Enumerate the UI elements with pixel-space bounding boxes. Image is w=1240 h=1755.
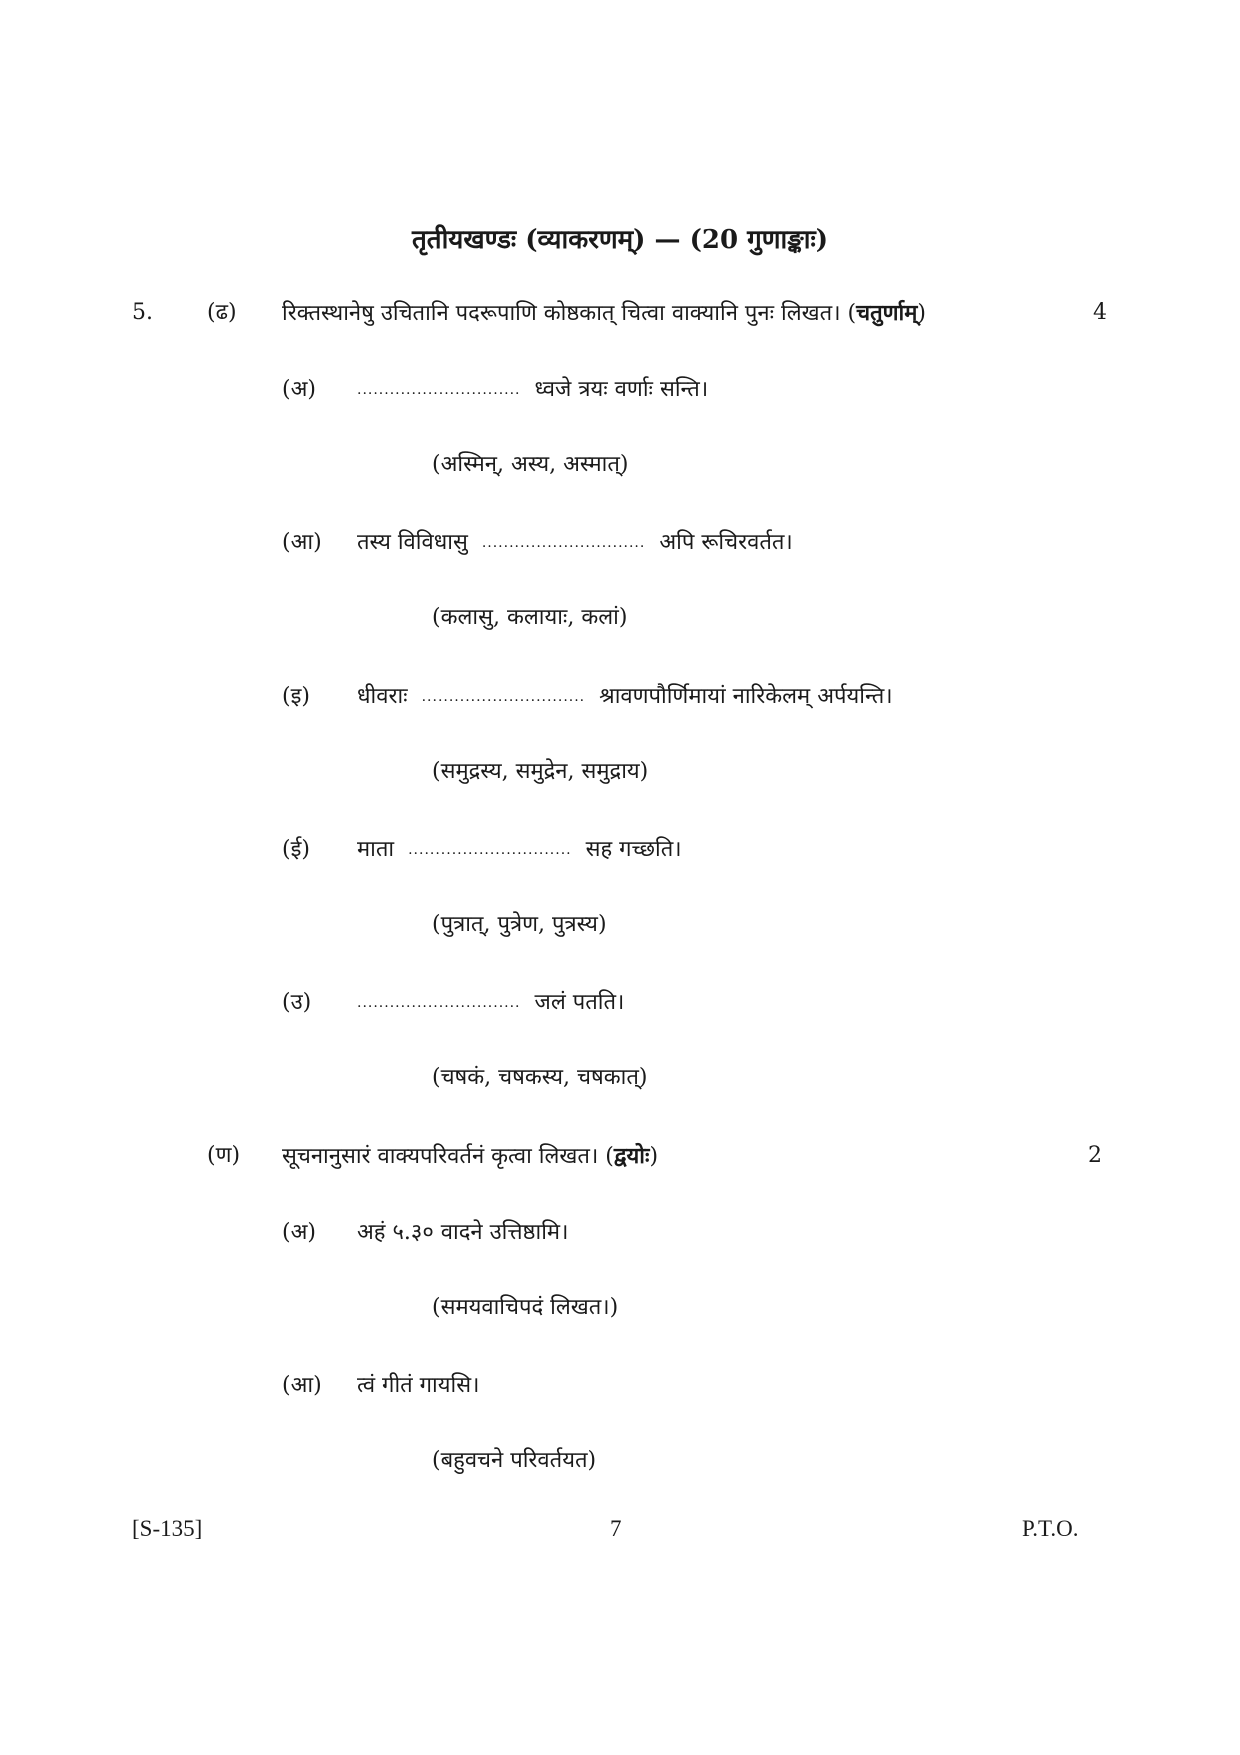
hint: (बहुवचने परिवर्तयत) <box>432 1448 597 1473</box>
instruction-open-paren: ( <box>605 1144 614 1169</box>
part-label-na: (ण) <box>207 1143 241 1168</box>
paper-code: [S-135] <box>132 1516 203 1541</box>
item-sentence <box>357 988 624 1018</box>
instruction-text: रिक्तस्थानेषु उचितानि पदरूपाणि कोष्ठकात् चित्वा वाक्यानि पुनः लिखत। <box>282 301 841 326</box>
marks-dha: 4 <box>1093 300 1107 325</box>
item-label: (इ) <box>282 684 310 709</box>
blank: .............................. <box>421 689 586 705</box>
instruction-open-paren: ( <box>847 301 857 326</box>
item-sentence <box>357 835 682 865</box>
page-number: 7 <box>610 1516 622 1541</box>
item-label: (अ) <box>282 1220 316 1245</box>
item-label: (ई) <box>282 837 310 862</box>
blank: .............................. <box>408 842 572 858</box>
options: (कलासु, कलायाः, कलां) <box>432 605 628 630</box>
sentence-pre: तस्य विविधासु <box>357 530 468 555</box>
marks-na: 2 <box>1088 1143 1102 1168</box>
pto-label: P.T.O. <box>1022 1516 1079 1541</box>
part-dha-instruction <box>282 298 926 329</box>
sentence-post: जलं पतति। <box>534 990 625 1015</box>
item-sentence: अहं ५.३० वादने उत्तिष्ठामि। <box>357 1220 569 1245</box>
blank: .............................. <box>357 382 521 398</box>
item-sentence <box>357 528 793 558</box>
options: (समुद्रस्य, समुद्रेन, समुद्राय) <box>432 759 649 784</box>
options: (चषकं, चषकस्य, चषकात्) <box>432 1065 648 1090</box>
item-sentence <box>357 375 708 405</box>
item-sentence <box>357 682 893 712</box>
blank: .............................. <box>357 995 521 1011</box>
part-na-instruction <box>282 1141 658 1172</box>
item-label: (उ) <box>282 990 312 1015</box>
sentence-post: श्रावणपौर्णिमायां नारिकेलम् अर्पयन्ति। <box>599 684 893 709</box>
sentence-pre: माता <box>357 837 395 862</box>
instruction-close-paren: ) <box>917 301 927 326</box>
options: (पुत्रात्, पुत्रेण, पुत्रस्य) <box>432 912 607 937</box>
blank: .............................. <box>481 535 646 551</box>
hint: (समयवाचिपदं लिखत।) <box>432 1295 619 1320</box>
instruction-close-paren: ) <box>649 1144 659 1169</box>
item-label: (अ) <box>282 377 316 402</box>
item-label: (आ) <box>282 530 322 555</box>
question-number: 5. <box>132 300 153 325</box>
instruction-bold: चतुर्णाम् <box>856 300 918 326</box>
instruction-text: सूचनानुसारं वाक्यपरिवर्तनं कृत्वा लिखत। <box>282 1144 599 1169</box>
item-label: (आ) <box>282 1373 322 1398</box>
sentence-pre: धीवराः <box>357 684 408 709</box>
section-heading: तृतीयखण्डः (व्याकरणम्) — (20 गुणाङ्काः) <box>411 225 829 255</box>
sentence-post: सह गच्छति। <box>585 837 682 862</box>
instruction-bold: द्वयोः <box>613 1143 650 1169</box>
part-label-dha: (ढ) <box>207 300 237 325</box>
options: (अस्मिन्, अस्य, अस्मात्) <box>432 452 629 477</box>
sentence-post: ध्वजे त्रयः वर्णाः सन्ति। <box>534 377 709 402</box>
sentence-post: अपि रूचिरवर्तत। <box>659 530 793 555</box>
item-sentence: त्वं गीतं गायसि। <box>357 1373 480 1398</box>
